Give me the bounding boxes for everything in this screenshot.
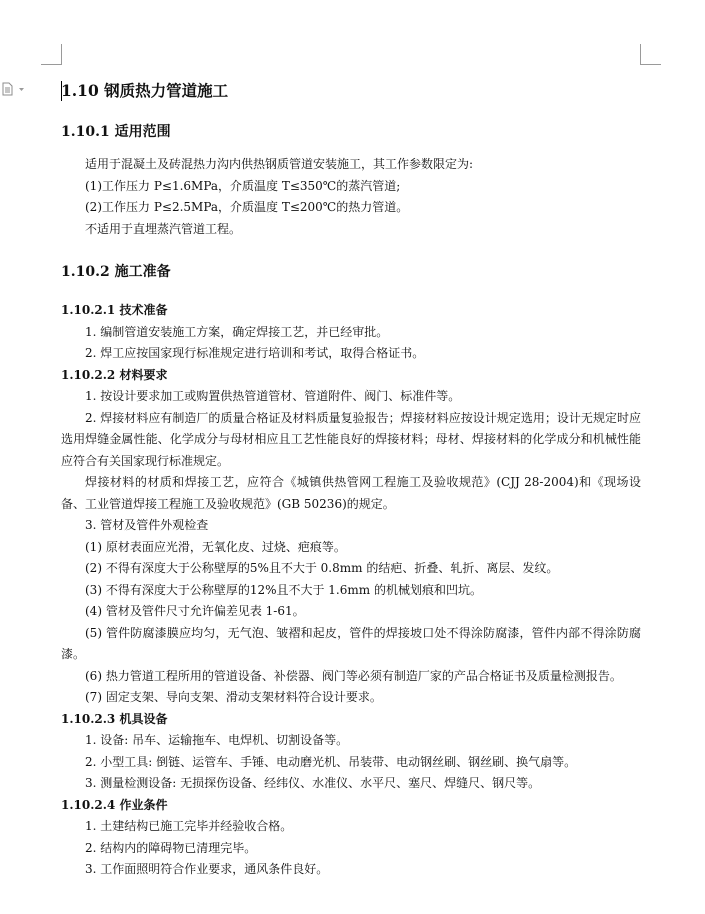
list-item: 1. 设备: 吊车、运输拖车、电焊机、切割设备等。 [85,733,349,747]
heading-conditions: 1.10.2.4 作业条件 [61,797,168,812]
section-title: 1.10 钢质热力管道施工 [61,81,229,100]
sub-item: (2) 不得有深度大于公称壁厚的5%且不大于 0.8mm 的结疤、折叠、轧折、离层、发纹。 [85,561,559,575]
list-item: 2. 焊工应按国家现行标准规定进行培训和考试，取得合格证书。 [85,346,425,360]
scope-line: 不适用于直埋蒸汽管道工程。 [85,221,242,236]
list-item: 1. 编制管道安装施工方案，确定焊接工艺，并已经审批。 [85,324,389,339]
list-item: 1. 土建结构已施工完毕并经验收合格。 [85,819,293,833]
crop-mark-top-right [640,44,661,65]
sub-item: (4) 管材及管件尺寸允许偏差见表 1-61。 [85,604,305,618]
list-item: 3. 工作面照明符合作业要求，通风条件良好。 [85,862,329,876]
list-item: 2. 结构内的障碍物已清理完毕。 [85,840,257,855]
sub-item: (6) 热力管道工程所用的管道设备、补偿器、阀门等必须有制造厂家的产品合格证书及质量检测报告。 [85,668,622,683]
scope-line: (1)工作压力 P≤1.6MPa，介质温度 T≤350℃的蒸汽管道; [85,178,401,193]
crop-mark-top-left [41,44,62,65]
heading-tech-prep: 1.10.2.1 技术准备 [61,303,168,317]
sub-item: (1) 原材表面应光滑，无氧化皮、过烧、疤痕等。 [85,539,346,554]
heading-scope: 1.10.1 适用范围 [61,124,171,140]
list-item: 3. 管材及管件外观检查 [85,518,209,532]
heading-material: 1.10.2.2 材料要求 [61,367,168,382]
paragraph: 焊接材料的材质和焊接工艺，应符合《城镇供热管网工程施工及验收规范》(CJJ 28-2004)和《现场设备、工业管道焊接工程施工及验收规范》(GB 50236)的规定。 [61,475,641,511]
sub-item: (5) 管件防腐漆膜应均匀，无气泡、皱褶和起皮，管件的焊接坡口处不得涂防腐漆，管件内部不得涂防腐漆。 [61,625,641,661]
list-item: 3. 测量检测设备: 无损探伤设备、经纬仪、水准仪、水平尺、塞尺、焊缝尺、钢尺等。 [85,776,541,790]
sub-item: (3) 不得有深度大于公称壁厚的12%且不大于 1.6mm 的机械划痕和凹坑。 [85,582,482,597]
paragraph-menu-icon[interactable] [2,82,28,96]
scope-line: (2)工作压力 P≤2.5MPa，介质温度 T≤200℃的热力管道。 [85,200,409,214]
document-page[interactable] [61,78,641,881]
sub-item: (7) 固定支架、导向支架、滑动支架材料符合设计要求。 [85,690,382,704]
list-item: 1. 按设计要求加工或购置供热管道管材、管道附件、阀门、标准件等。 [85,389,461,403]
heading-tools: 1.10.2.3 机具设备 [61,711,168,726]
list-item: 2. 小型工具: 倒链、运管车、手锤、电动磨光机、吊装带、电动钢丝刷、钢丝刷、换气扇等。 [85,754,577,769]
heading-prep: 1.10.2 施工准备 [61,264,171,280]
scope-line: 适用于混凝土及砖混热力沟内供热钢质管道安装施工，其工作参数限定为: [85,157,474,171]
list-item: 2. 焊接材料应有制造厂的质量合格证及材料质量复验报告；焊接材料应按设计规定选用；设计无规定时应选用焊缝金属性能、化学成分与母材相应且工艺性能良好的焊接材料；母材、焊接材料的化学成分和机械性能应符合有关国家现行标准规定。 [61,410,641,468]
